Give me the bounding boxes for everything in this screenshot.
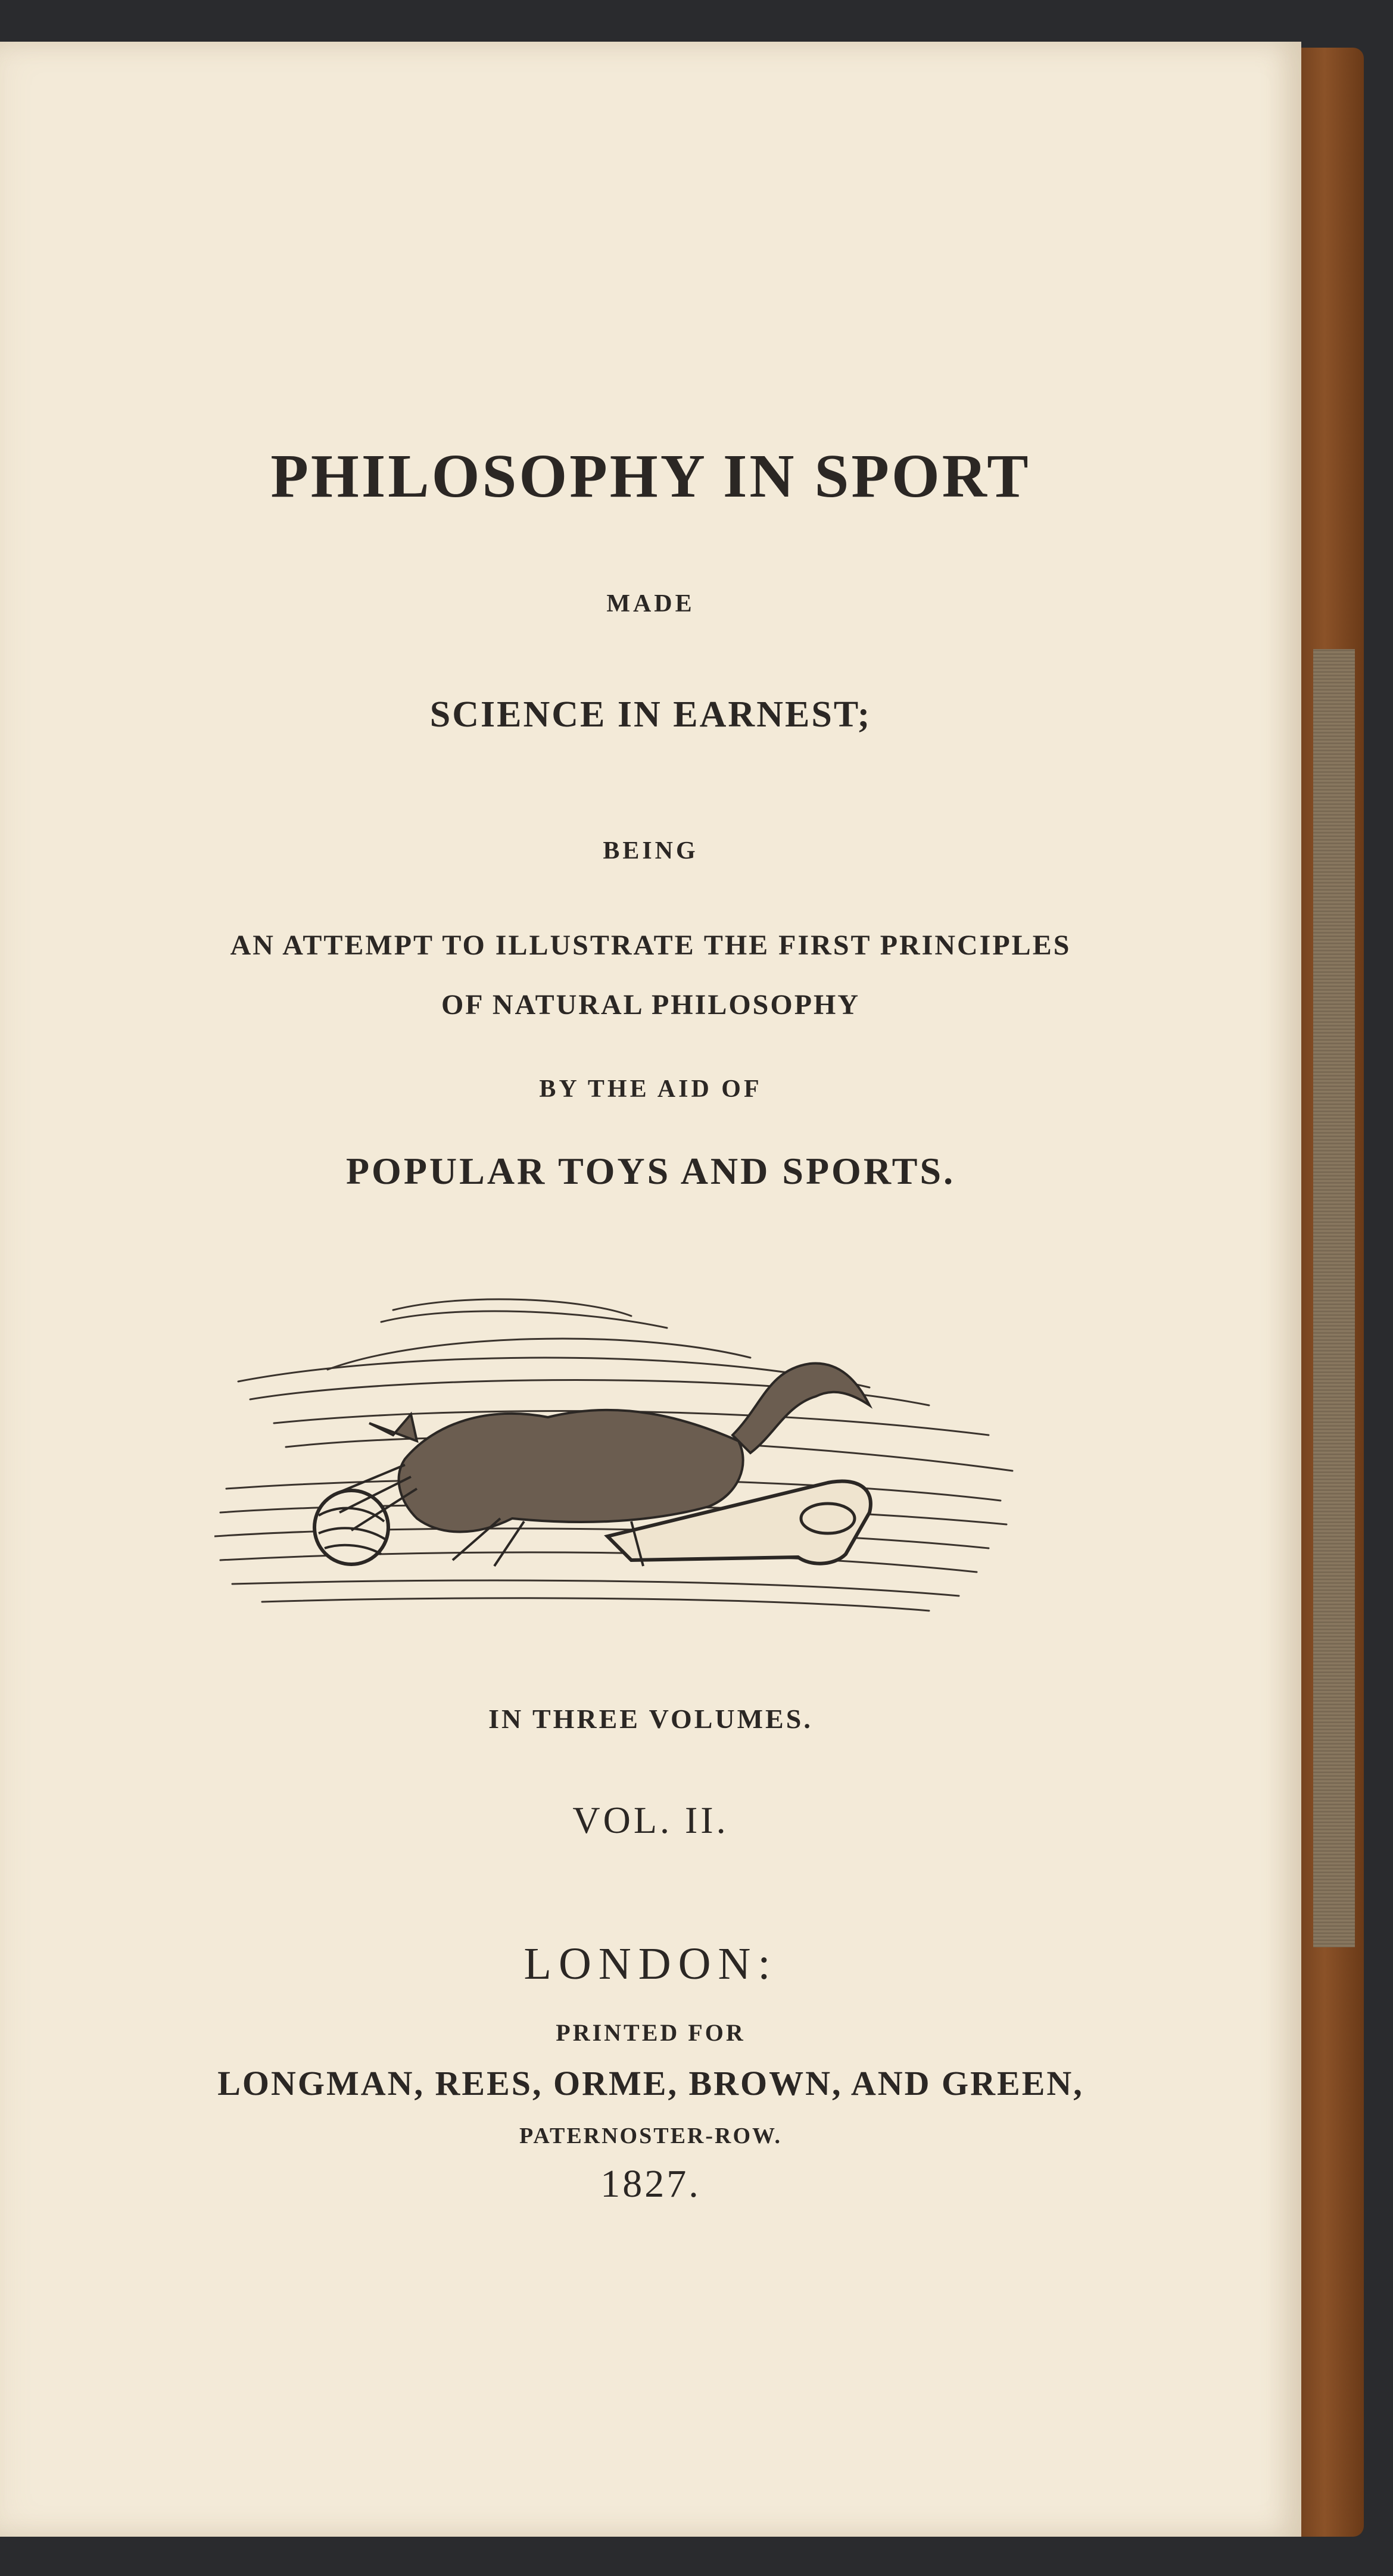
made-label: MADE — [606, 590, 695, 618]
publisher-name: LONGMAN, REES, ORME, BROWN, AND GREEN, — [217, 2064, 1084, 2103]
description-line-2: OF NATURAL PHILOSOPHY — [441, 989, 861, 1021]
publication-year: 1827. — [600, 2162, 701, 2206]
cat-vignette-illustration — [214, 1286, 1036, 1620]
being-label: BEING — [603, 837, 699, 865]
book-binding-cloth — [1313, 649, 1355, 1947]
book-subtitle: SCIENCE IN EARNEST; — [429, 694, 872, 735]
volumes-line: IN THREE VOLUMES. — [488, 1704, 813, 1734]
title-page — [0, 42, 1301, 2537]
by-the-aid-of-label: BY THE AID OF — [539, 1075, 762, 1103]
description-line-1: AN ATTEMPT TO ILLUSTRATE THE FIRST PRINCIPLES — [230, 930, 1071, 961]
ball-icon — [314, 1490, 388, 1564]
publisher-address: PATERNOSTER-ROW. — [519, 2123, 783, 2148]
book-title: PHILOSOPHY IN SPORT — [270, 442, 1031, 510]
printed-for-label: PRINTED FOR — [556, 2019, 746, 2046]
popular-toys-line: POPULAR TOYS AND SPORTS. — [345, 1150, 956, 1192]
imprint-city: LONDON: — [523, 1939, 778, 1989]
volume-number: VOL. II. — [572, 1799, 729, 1841]
